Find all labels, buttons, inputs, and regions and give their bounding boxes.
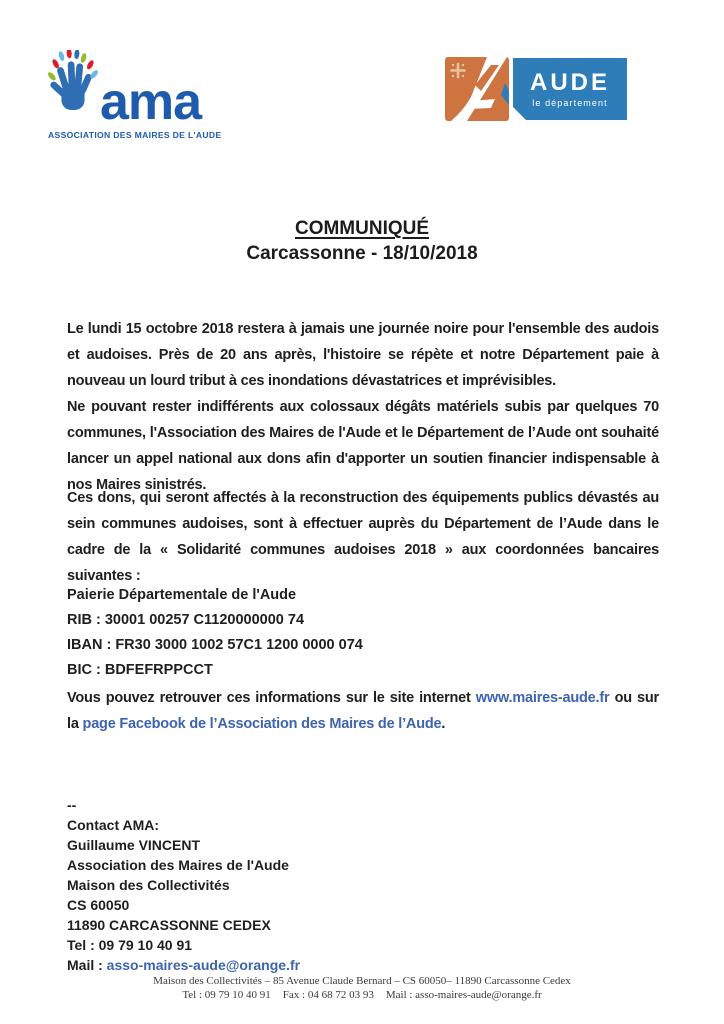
bank-bic: BIC : BDFEFRPPCCT [67,662,213,678]
footer-tel: Tel : 09 79 10 40 91 [182,989,271,1001]
page-footer [0,974,724,1002]
contact-city: 11890 CARCASSONNE CEDEX [67,917,271,933]
paragraph-floods: Le lundi 15 octobre 2018 restera à jamais une journée noire pour l'ensemble des audois et audoises. Près de 20 ans après, l'histoire se répète et notre Département paie à nouveau un lourd tribut à ces inondations dévastatrices et imprévisibles. [67,321,659,389]
contact-building: Maison des Collectivités [67,877,230,893]
ama-logo [48,50,222,140]
footer-mail: Mail : asso-maires-aude@orange.fr [385,989,542,1001]
aude-logo-subtitle: le département [532,97,608,108]
links-text-after: . [441,716,446,732]
title-block [0,216,724,266]
footer-fax: Fax : 04 68 72 03 93 [282,989,374,1001]
bank-details [67,583,659,683]
contact-heading: Contact AMA: [67,817,160,833]
contact-person: Guillaume VINCENT [67,837,201,853]
ama-logo-subtitle: ASSOCIATION DES MAIRES DE L'AUDE [48,130,222,140]
paragraph-donations: Ces dons, qui seront affectés à la reconstruction des équipements publics dévastés au sein communes audoises, sont à effectuer auprès du Département de l’Aude dans le cadre de la « Solidarité communes audoises 2018 » aux coordonnées bancaires suivantes : [67,490,659,584]
aude-occitan-a-icon [445,57,509,126]
footer-address: Maison des Collectivités – 85 Avenue Claude Bernard – CS 60050– 11890 Carcassonne Cedex [153,975,571,987]
aude-logo-blue-panel [513,58,627,120]
bank-iban: IBAN : FR30 3000 1002 57C1 1200 0000 074 [67,637,363,653]
paragraph-appeal: Ne pouvant rester indifférents aux colossaux dégâts matériels subis par quelques 70 communes, l'Association des Maires de l'Aude et le Département de l’Aude ont souhaité lancer un appel national aux dons afin d'apporter un soutien financier indispensable à nos Maires sinistrés. [67,399,659,493]
paragraph-links [67,685,659,737]
contact-mail-line [67,955,659,975]
ama-hand-tree-icon [48,50,98,123]
aude-logo-notch [513,107,526,120]
contact-email-link[interactable]: asso-maires-aude@orange.fr [106,957,301,973]
aude-department-logo [445,57,627,126]
contact-block [67,795,659,975]
facebook-page-link[interactable]: page Facebook de l’Association des Maires de l’Aude [82,716,442,732]
website-link[interactable]: www.maires-aude.fr [475,690,610,706]
contact-organisation: Association des Maires de l'Aude [67,857,289,873]
contact-mail-label: Mail : [67,957,107,973]
bank-rib: RIB : 30001 00257 C1120000000 74 [67,612,305,628]
links-text-before: Vous pouvez retrouver ces informations sur le site internet [67,690,476,706]
signature-separator: -- [67,797,77,813]
footer-contact-line [0,988,724,1002]
links-text-middle: ou sur la [67,690,659,732]
bank-payee: Paierie Départementale de l'Aude [67,587,297,603]
ama-wordmark: ama [100,73,202,132]
contact-phone: Tel : 09 79 10 40 91 [67,937,193,953]
aude-logo-name: AUDE [529,68,610,96]
document-title: COMMUNIQUÉ [294,218,430,239]
contact-po-box: CS 60050 [67,897,130,913]
document-subtitle: Carcassonne - 18/10/2018 [246,243,478,264]
